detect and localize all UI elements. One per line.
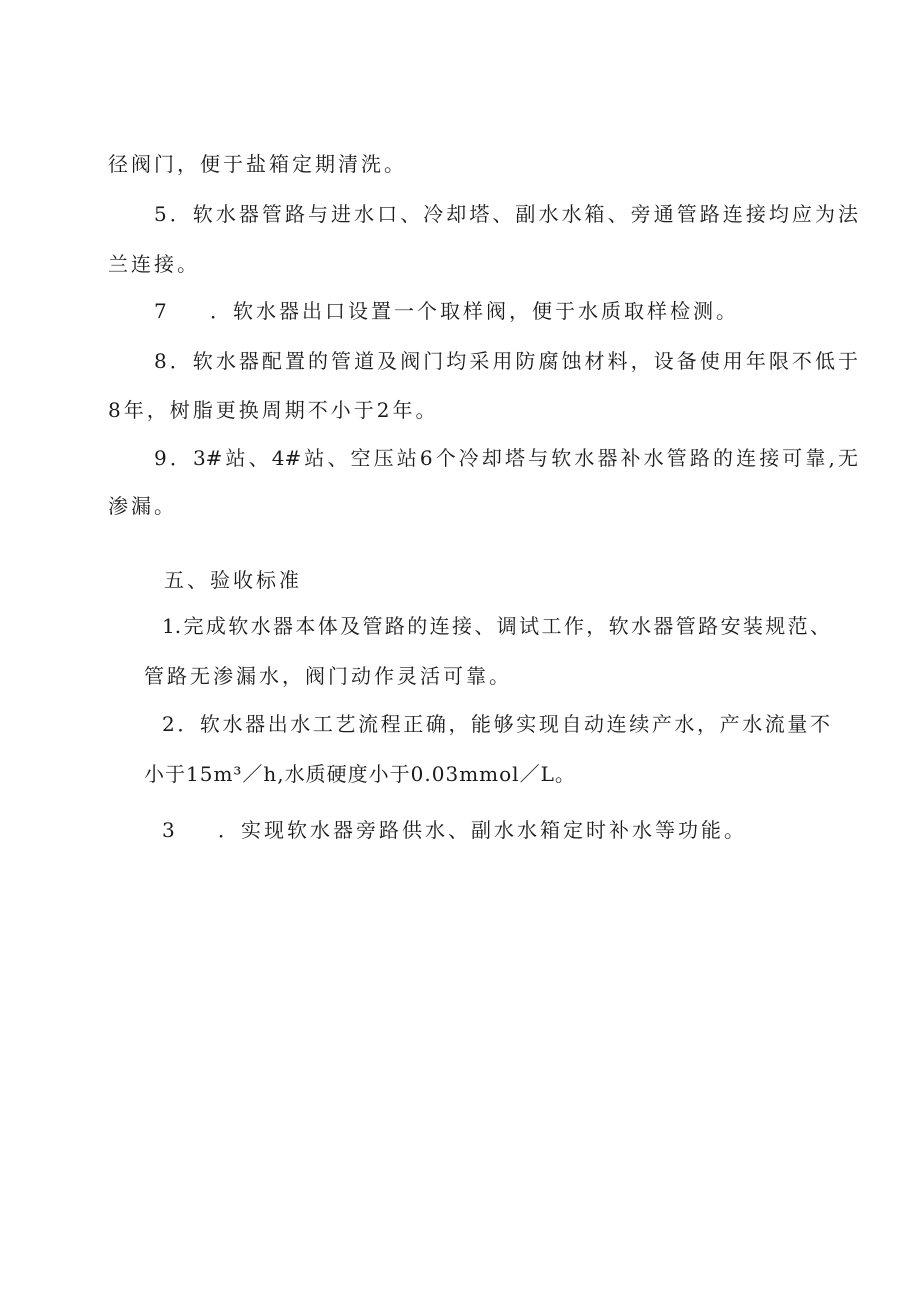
paragraph-line: 8年，树脂更换周期不小于2年。: [108, 398, 439, 422]
paragraph-line: 小于15m³／h,水质硬度小于0.03mmol／L。: [144, 762, 576, 786]
list-number: 3: [162, 818, 178, 842]
list-item-1: 1.完成软水器本体及管路的连接、调试工作，软水器管路安装规范、: [162, 614, 830, 638]
paragraph-line: 管路无渗漏水，阀门动作灵活可靠。: [144, 664, 512, 688]
list-item-text: ．实现软水器旁路供水、副水水箱定时补水等功能。: [218, 818, 747, 842]
list-item-text: ．软水器出口设置一个取样阀，便于水质取样检测。: [210, 299, 739, 323]
list-item-3: [162, 816, 747, 844]
paragraph-line: 渗漏。: [108, 494, 177, 518]
list-item-9: 9．3#站、4#站、空压站6个冷却塔与软水器补水管路的连接可靠,无: [154, 446, 858, 470]
list-item-2: 2．软水器出水工艺流程正确，能够实现自动连续产水，产水流量不: [162, 712, 830, 736]
list-item-5: 5．软水器管路与进水口、冷却塔、副水水箱、旁通管路连接均应为法: [154, 202, 858, 226]
list-item-8: 8．软水器配置的管道及阀门均采用防腐蚀材料，设备使用年限不低于: [154, 349, 858, 373]
paragraph-line: 兰连接。: [108, 252, 200, 276]
list-item-7: [154, 297, 739, 325]
list-number: 7: [154, 299, 170, 323]
paragraph-line: 径阀门，便于盐箱定期清洗。: [108, 152, 407, 176]
section-heading: 五、验收标准: [164, 568, 302, 592]
